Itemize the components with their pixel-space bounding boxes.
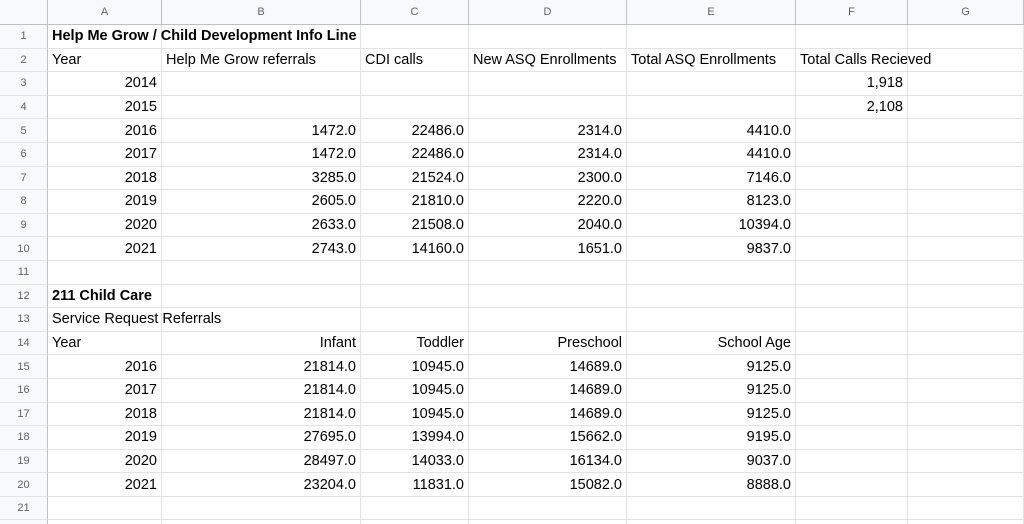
cell-c9[interactable]: 21508.0 (361, 214, 469, 238)
cell-g19[interactable] (908, 450, 1024, 474)
cell-d15[interactable]: 14689.0 (469, 355, 627, 379)
cell-g13[interactable] (908, 308, 1024, 332)
cell-b10[interactable]: 2743.0 (162, 237, 361, 261)
cell-d20[interactable]: 15082.0 (469, 473, 627, 497)
cell-a21[interactable] (48, 497, 162, 521)
cell-g20[interactable] (908, 473, 1024, 497)
column-header-g[interactable]: G (908, 0, 1024, 25)
cell-f9[interactable] (796, 214, 908, 238)
cell-b11[interactable] (162, 261, 361, 285)
table-row (0, 332, 1024, 356)
cell-e14[interactable]: School Age (627, 332, 796, 356)
cell-f5[interactable] (796, 119, 908, 143)
cell-c2[interactable]: CDI calls (361, 49, 469, 73)
cell-b7[interactable]: 3285.0 (162, 167, 361, 191)
row-header[interactable]: 10 (0, 237, 48, 261)
table-row (0, 143, 1024, 167)
cell-c18[interactable]: 13994.0 (361, 426, 469, 450)
row-header[interactable]: 12 (0, 285, 48, 309)
cell-a15[interactable]: 2016 (48, 355, 162, 379)
cell-b20[interactable]: 23204.0 (162, 473, 361, 497)
row-header[interactable]: 6 (0, 143, 48, 167)
cell-d3[interactable] (469, 72, 627, 96)
cell-e19[interactable]: 9037.0 (627, 450, 796, 474)
cell-b1[interactable] (162, 25, 361, 49)
cell-ax[interactable] (48, 520, 162, 524)
cell-b15[interactable]: 21814.0 (162, 355, 361, 379)
cell-c7[interactable]: 21524.0 (361, 167, 469, 191)
cell-b6[interactable]: 1472.0 (162, 143, 361, 167)
row-header[interactable]: 7 (0, 167, 48, 191)
cell-c16[interactable]: 10945.0 (361, 379, 469, 403)
cell-e16[interactable]: 9125.0 (627, 379, 796, 403)
cell-a12[interactable]: 211 Child Care (48, 285, 162, 309)
row-header[interactable]: 1 (0, 25, 48, 49)
column-header-d[interactable]: D (469, 0, 627, 25)
cell-e4[interactable] (627, 96, 796, 120)
table-row (0, 355, 1024, 379)
cell-f13[interactable] (796, 308, 908, 332)
cell-d14[interactable]: Preschool (469, 332, 627, 356)
cell-e5[interactable]: 4410.0 (627, 119, 796, 143)
cell-a6[interactable]: 2017 (48, 143, 162, 167)
cell-a3[interactable]: 2014 (48, 72, 162, 96)
cell-a7[interactable]: 2018 (48, 167, 162, 191)
cell-a1[interactable]: Help Me Grow / Child Development Info Line (48, 25, 162, 49)
cell-e17[interactable]: 9125.0 (627, 403, 796, 427)
row-header[interactable]: 21 (0, 497, 48, 521)
cell-dx[interactable] (469, 520, 627, 524)
cell-a16[interactable]: 2017 (48, 379, 162, 403)
cell-b4[interactable] (162, 96, 361, 120)
cell-b21[interactable] (162, 497, 361, 521)
cell-g15[interactable] (908, 355, 1024, 379)
row-header[interactable]: 4 (0, 96, 48, 120)
cell-f8[interactable] (796, 190, 908, 214)
cell-f6[interactable] (796, 143, 908, 167)
cell-g9[interactable] (908, 214, 1024, 238)
cell-c12[interactable] (361, 285, 469, 309)
table-row (0, 96, 1024, 120)
cell-e15[interactable]: 9125.0 (627, 355, 796, 379)
cell-a9[interactable]: 2020 (48, 214, 162, 238)
cell-c13[interactable] (361, 308, 469, 332)
cell-d10[interactable]: 1651.0 (469, 237, 627, 261)
cell-c21[interactable] (361, 497, 469, 521)
row-header[interactable]: 19 (0, 450, 48, 474)
cell-c6[interactable]: 22486.0 (361, 143, 469, 167)
cell-c8[interactable]: 21810.0 (361, 190, 469, 214)
cell-g11[interactable] (908, 261, 1024, 285)
row-header[interactable]: 16 (0, 379, 48, 403)
cell-e21[interactable] (627, 497, 796, 521)
cell-b13[interactable] (162, 308, 361, 332)
cell-b16[interactable]: 21814.0 (162, 379, 361, 403)
row-header[interactable] (0, 520, 48, 524)
cell-a18[interactable]: 2019 (48, 426, 162, 450)
cell-e11[interactable] (627, 261, 796, 285)
cell-e18[interactable]: 9195.0 (627, 426, 796, 450)
cell-b3[interactable] (162, 72, 361, 96)
cell-e7[interactable]: 7146.0 (627, 167, 796, 191)
cell-b14[interactable]: Infant (162, 332, 361, 356)
cell-gx[interactable] (908, 520, 1024, 524)
cell-d2[interactable]: New ASQ Enrollments (469, 49, 627, 73)
cell-f4[interactable]: 2,108 (796, 96, 908, 120)
table-row (0, 119, 1024, 143)
row-header[interactable]: 9 (0, 214, 48, 238)
cell-c10[interactable]: 14160.0 (361, 237, 469, 261)
cell-a19[interactable]: 2020 (48, 450, 162, 474)
table-row (0, 379, 1024, 403)
cell-a17[interactable]: 2018 (48, 403, 162, 427)
cell-a2[interactable]: Year (48, 49, 162, 73)
cell-g14[interactable] (908, 332, 1024, 356)
cell-f2[interactable]: Total Calls Recieved (796, 49, 908, 73)
row-header[interactable]: 13 (0, 308, 48, 332)
column-header-f[interactable]: F (796, 0, 908, 25)
table-row (0, 497, 1024, 521)
row-header[interactable]: 14 (0, 332, 48, 356)
cell-b17[interactable]: 21814.0 (162, 403, 361, 427)
cell-e9[interactable]: 10394.0 (627, 214, 796, 238)
cell-d5[interactable]: 2314.0 (469, 119, 627, 143)
cell-f11[interactable] (796, 261, 908, 285)
cell-e3[interactable] (627, 72, 796, 96)
cell-f19[interactable] (796, 450, 908, 474)
table-row (0, 237, 1024, 261)
cell-e1[interactable] (627, 25, 796, 49)
cell-g3[interactable] (908, 72, 1024, 96)
table-row (0, 403, 1024, 427)
cell-d12[interactable] (469, 285, 627, 309)
cell-c5[interactable]: 22486.0 (361, 119, 469, 143)
table-row (0, 450, 1024, 474)
cell-e2[interactable]: Total ASQ Enrollments (627, 49, 796, 73)
cell-c19[interactable]: 14033.0 (361, 450, 469, 474)
cell-b18[interactable]: 27695.0 (162, 426, 361, 450)
row-header[interactable]: 8 (0, 190, 48, 214)
cell-g12[interactable] (908, 285, 1024, 309)
row-header[interactable]: 17 (0, 403, 48, 427)
cell-grid (0, 25, 1024, 524)
cell-f18[interactable] (796, 426, 908, 450)
cell-e12[interactable] (627, 285, 796, 309)
table-row (0, 426, 1024, 450)
cell-f3[interactable]: 1,918 (796, 72, 908, 96)
cell-fx[interactable] (796, 520, 908, 524)
cell-a10[interactable]: 2021 (48, 237, 162, 261)
table-row (0, 72, 1024, 96)
cell-f15[interactable] (796, 355, 908, 379)
cell-b8[interactable]: 2605.0 (162, 190, 361, 214)
cell-f20[interactable] (796, 473, 908, 497)
cell-a8[interactable]: 2019 (48, 190, 162, 214)
cell-b12[interactable] (162, 285, 361, 309)
cell-d7[interactable]: 2300.0 (469, 167, 627, 191)
cell-a14[interactable]: Year (48, 332, 162, 356)
cell-e20[interactable]: 8888.0 (627, 473, 796, 497)
cell-e8[interactable]: 8123.0 (627, 190, 796, 214)
cell-g6[interactable] (908, 143, 1024, 167)
cell-a4[interactable]: 2015 (48, 96, 162, 120)
cell-c1[interactable] (361, 25, 469, 49)
select-all-corner[interactable] (0, 0, 48, 25)
column-header-c[interactable]: C (361, 0, 469, 25)
cell-a20[interactable]: 2021 (48, 473, 162, 497)
cell-c17[interactable]: 10945.0 (361, 403, 469, 427)
cell-g16[interactable] (908, 379, 1024, 403)
cell-c11[interactable] (361, 261, 469, 285)
cell-a11[interactable] (48, 261, 162, 285)
cell-g7[interactable] (908, 167, 1024, 191)
column-header-e[interactable]: E (627, 0, 796, 25)
row-header[interactable]: 15 (0, 355, 48, 379)
cell-d1[interactable] (469, 25, 627, 49)
cell-f12[interactable] (796, 285, 908, 309)
cell-f16[interactable] (796, 379, 908, 403)
cell-g10[interactable] (908, 237, 1024, 261)
cell-e10[interactable]: 9837.0 (627, 237, 796, 261)
cell-c15[interactable]: 10945.0 (361, 355, 469, 379)
cell-g18[interactable] (908, 426, 1024, 450)
cell-e6[interactable]: 4410.0 (627, 143, 796, 167)
row-header[interactable]: 3 (0, 72, 48, 96)
table-row (0, 49, 1024, 73)
cell-f7[interactable] (796, 167, 908, 191)
cell-a5[interactable]: 2016 (48, 119, 162, 143)
row-header[interactable]: 18 (0, 426, 48, 450)
cell-g5[interactable] (908, 119, 1024, 143)
cell-d18[interactable]: 15662.0 (469, 426, 627, 450)
cell-a13[interactable]: Service Request Referrals (48, 308, 162, 332)
cell-f17[interactable] (796, 403, 908, 427)
table-row (0, 261, 1024, 285)
cell-bx[interactable] (162, 520, 361, 524)
cell-d9[interactable]: 2040.0 (469, 214, 627, 238)
column-header-b[interactable]: B (162, 0, 361, 25)
table-row (0, 285, 1024, 309)
cell-d17[interactable]: 14689.0 (469, 403, 627, 427)
cell-c20[interactable]: 11831.0 (361, 473, 469, 497)
cell-c14[interactable]: Toddler (361, 332, 469, 356)
cell-g8[interactable] (908, 190, 1024, 214)
table-row (0, 308, 1024, 332)
cell-d19[interactable]: 16134.0 (469, 450, 627, 474)
cell-g21[interactable] (908, 497, 1024, 521)
cell-f10[interactable] (796, 237, 908, 261)
table-row (0, 167, 1024, 191)
cell-f1[interactable] (796, 25, 908, 49)
cell-g17[interactable] (908, 403, 1024, 427)
table-row (0, 214, 1024, 238)
cell-b5[interactable]: 1472.0 (162, 119, 361, 143)
cell-cx[interactable] (361, 520, 469, 524)
cell-g4[interactable] (908, 96, 1024, 120)
row-header[interactable]: 20 (0, 473, 48, 497)
cell-f21[interactable] (796, 497, 908, 521)
cell-d21[interactable] (469, 497, 627, 521)
table-row (0, 520, 1024, 524)
cell-e13[interactable] (627, 308, 796, 332)
cell-d11[interactable] (469, 261, 627, 285)
table-row (0, 473, 1024, 497)
cell-ex[interactable] (627, 520, 796, 524)
row-header[interactable]: 11 (0, 261, 48, 285)
cell-d8[interactable]: 2220.0 (469, 190, 627, 214)
cell-d6[interactable]: 2314.0 (469, 143, 627, 167)
row-header[interactable]: 2 (0, 49, 48, 73)
cell-c3[interactable] (361, 72, 469, 96)
cell-g1[interactable] (908, 25, 1024, 49)
table-row (0, 25, 1024, 49)
cell-b19[interactable]: 28497.0 (162, 450, 361, 474)
cell-d4[interactable] (469, 96, 627, 120)
cell-f14[interactable] (796, 332, 908, 356)
cell-c4[interactable] (361, 96, 469, 120)
cell-g2[interactable] (908, 49, 1024, 73)
cell-b9[interactable]: 2633.0 (162, 214, 361, 238)
row-header[interactable]: 5 (0, 119, 48, 143)
cell-d13[interactable] (469, 308, 627, 332)
cell-d16[interactable]: 14689.0 (469, 379, 627, 403)
table-row (0, 190, 1024, 214)
cell-b2[interactable]: Help Me Grow referrals (162, 49, 361, 73)
column-header-a[interactable]: A (48, 0, 162, 25)
column-header-bar (48, 0, 1024, 25)
